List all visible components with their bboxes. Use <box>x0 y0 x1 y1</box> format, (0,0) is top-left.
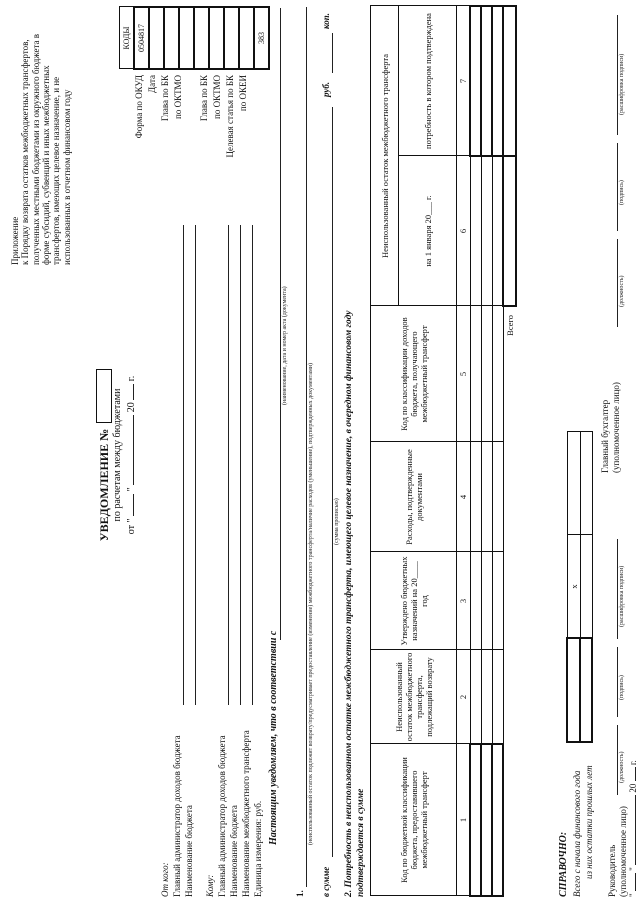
appendix-note: Приложение к Порядку возврата остатков межбюджетных трансфертов, полученных местными бюджетами из окружного бюджета в форме субсидий, субвенций и иных межбюджетных трансфертов, имеющих целевое назначение, и не использованных в отчетном финансовом году <box>10 34 72 265</box>
sign-month-field[interactable] <box>635 795 636 865</box>
col-header-3: Утверждено бюджетных назначений на 20____ год <box>371 552 457 650</box>
table-cell[interactable] <box>481 306 492 442</box>
notice-text: Настоящим уведомляем, что в соответствии с <box>268 630 279 845</box>
chief-signature-field[interactable] <box>617 143 618 231</box>
budget1-label: Наименование бюджета <box>184 805 194 897</box>
admin1-label: Главный администратор доходов бюджета <box>172 735 182 897</box>
col-number: 7 <box>457 6 471 156</box>
item1-number: 1. <box>295 890 305 897</box>
table-cell[interactable] <box>470 744 481 896</box>
head-decode-field[interactable] <box>617 539 618 639</box>
transfer-table <box>370 5 517 897</box>
form-title <box>96 325 137 585</box>
table-cell[interactable] <box>470 156 481 306</box>
col-header-6: Неиспользованный остаток межбюджетного трансферта <box>371 6 399 306</box>
reference-x-cell: x <box>567 535 580 639</box>
col-number: 4 <box>457 442 471 552</box>
head-decode-caption: (расшифровка подписи) <box>619 565 625 627</box>
col-number: 3 <box>457 552 471 650</box>
reference-cell[interactable] <box>567 432 580 536</box>
head-label: Руководитель <box>607 844 617 897</box>
col-header-6a: на 1 января 20___ г. <box>399 156 457 306</box>
notice-number-field[interactable] <box>96 369 112 423</box>
col-header-2: Неиспользованный остаток межбюджетного трансферта, подлежащий возврату <box>371 650 457 744</box>
total-row <box>503 6 516 896</box>
col-header-5: Код по классификации доходов бюджета, получающего межбюджетный трансферт <box>371 306 457 442</box>
chief-acc-label: Главный бухгалтер <box>600 399 610 473</box>
total-cell[interactable] <box>503 156 516 306</box>
table-cell[interactable] <box>470 552 481 650</box>
okud-value: 0504817 <box>134 7 149 69</box>
col-number: 6 <box>457 156 471 306</box>
admin1-field[interactable] <box>183 225 184 705</box>
chief-acc-sub-label: (уполномоченное лицо) <box>611 382 621 473</box>
target-code-field[interactable] <box>239 7 254 69</box>
table-cell[interactable] <box>492 552 503 650</box>
table-cell[interactable] <box>470 306 481 442</box>
col-number: 2 <box>457 650 471 744</box>
sum-caption: (сумма прописью) <box>334 498 340 545</box>
table-cell[interactable] <box>492 650 503 744</box>
chief-signature-caption: (подпись) <box>619 180 625 205</box>
chief-position-field[interactable] <box>617 239 618 327</box>
sum-words-field[interactable] <box>332 107 333 857</box>
table-cell[interactable] <box>470 650 481 744</box>
transfer-field[interactable] <box>252 225 253 705</box>
oktmo2-code-field[interactable] <box>224 7 239 69</box>
codes-table <box>119 6 270 70</box>
to-label: Кому: <box>205 874 215 897</box>
reference-cell[interactable] <box>580 432 592 536</box>
budget2-field[interactable] <box>240 225 241 705</box>
head-signature-caption: (подпись) <box>619 675 625 700</box>
sign-year-field[interactable] <box>635 767 636 781</box>
date-year-field[interactable] <box>133 384 134 400</box>
sign-day-field[interactable] <box>635 873 636 891</box>
reference-cell[interactable] <box>580 639 592 743</box>
table-row <box>481 6 492 896</box>
item1-caption: (неиспользованный остаток подлежит возврату/предусматривает предоставление (изменение) межбюджетного трансферта/наличие расходов (уменьшение), подтвержденных документами) <box>308 362 314 845</box>
table-cell[interactable] <box>481 552 492 650</box>
codes-labels: Форма по ОКУД Дата Глава по БК по ОКТМО Глава по БК по ОКТМО Целевая статья по БК по ОКЕИ <box>134 75 248 158</box>
table-row <box>470 6 481 896</box>
col-number: 1 <box>457 744 471 896</box>
col-header-1: Код по бюджетной классификации бюджета, предоставившего межбюджетный трансферт <box>371 744 457 896</box>
admin2-field[interactable] <box>228 225 229 705</box>
reference-title: СПРАВОЧНО: <box>558 831 569 897</box>
glava1-code-field[interactable] <box>164 7 179 69</box>
reference-cell[interactable] <box>567 639 580 743</box>
col-header-6b: потребность в котором подтверждена <box>399 6 457 156</box>
section2-line2: подтверждается в сумме <box>356 788 366 897</box>
col-header-4: Расходы, подтвержденные документами <box>371 442 457 552</box>
table-cell[interactable] <box>481 442 492 552</box>
col-number: 5 <box>457 306 471 442</box>
reference-line2: из них остатки прошлых лет <box>584 765 594 879</box>
chief-decode-field[interactable] <box>617 15 618 135</box>
sum-label: в сумме <box>321 866 331 897</box>
table-cell[interactable] <box>470 6 481 156</box>
rub-label: руб. <box>321 81 331 97</box>
budget1-field[interactable] <box>195 225 196 705</box>
chief-decode-caption: (расшифровка подписи) <box>619 53 625 115</box>
reference-table <box>566 431 593 743</box>
head-position-caption: (должность) <box>619 751 625 783</box>
table-cell[interactable] <box>481 156 492 306</box>
glava2-code-field[interactable] <box>209 7 224 69</box>
oktmo1-code-field[interactable] <box>179 7 194 69</box>
head-date: " " 20 г. <box>628 760 638 897</box>
codes-header: КОДЫ <box>120 7 135 69</box>
table-cell[interactable] <box>481 744 492 896</box>
act-field[interactable] <box>280 8 281 640</box>
act-caption: (наименование, дата и номер акта (документа) <box>282 286 288 405</box>
head-position-field[interactable] <box>617 725 618 795</box>
blank-code-field[interactable] <box>194 7 209 69</box>
item1-field[interactable] <box>306 7 307 887</box>
date-day-field[interactable] <box>133 494 134 516</box>
transfer-label: Наименование межбюджетного трансферта <box>241 730 251 897</box>
date-month-field[interactable] <box>133 415 134 485</box>
table-cell[interactable] <box>492 306 503 442</box>
reference-line1: Всего с начала финансового года <box>572 770 582 897</box>
table-cell[interactable] <box>481 650 492 744</box>
date-code-field[interactable] <box>149 7 164 69</box>
table-row <box>492 6 503 896</box>
title-date: от " " 20 г. <box>125 375 137 535</box>
table-cell[interactable] <box>492 6 503 156</box>
section2-line1: 2. Потребность в неиспользованном остатке межбюджетного трансферта, имеющего целевое назначение, в очередном финансовом году <box>344 310 354 897</box>
kop-label: коп. <box>321 13 331 29</box>
table-cell[interactable] <box>481 6 492 156</box>
title-main: УВЕДОМЛЕНИЕ № <box>96 428 111 542</box>
kop-field[interactable] <box>332 33 333 73</box>
table-cell[interactable] <box>492 744 503 896</box>
table-cell[interactable] <box>492 156 503 306</box>
admin2-label: Главный администратор доходов бюджета <box>217 735 227 897</box>
total-label: Всего <box>505 315 515 336</box>
okei-value: 383 <box>254 7 269 69</box>
from-label: От кого: <box>160 862 170 897</box>
unit-label: Единица измерения: руб. <box>253 800 263 897</box>
head-signature-field[interactable] <box>617 647 618 717</box>
table-cell[interactable] <box>492 442 503 552</box>
chief-position-caption: (должность) <box>619 275 625 307</box>
table-cell[interactable] <box>470 442 481 552</box>
title-sub: по расчетам между бюджетами <box>112 388 123 522</box>
reference-cell[interactable] <box>580 535 592 639</box>
budget2-label: Наименование бюджета <box>229 805 239 897</box>
total-cell[interactable] <box>503 6 516 156</box>
head-sub-label: (уполномоченное лицо) <box>618 806 628 897</box>
